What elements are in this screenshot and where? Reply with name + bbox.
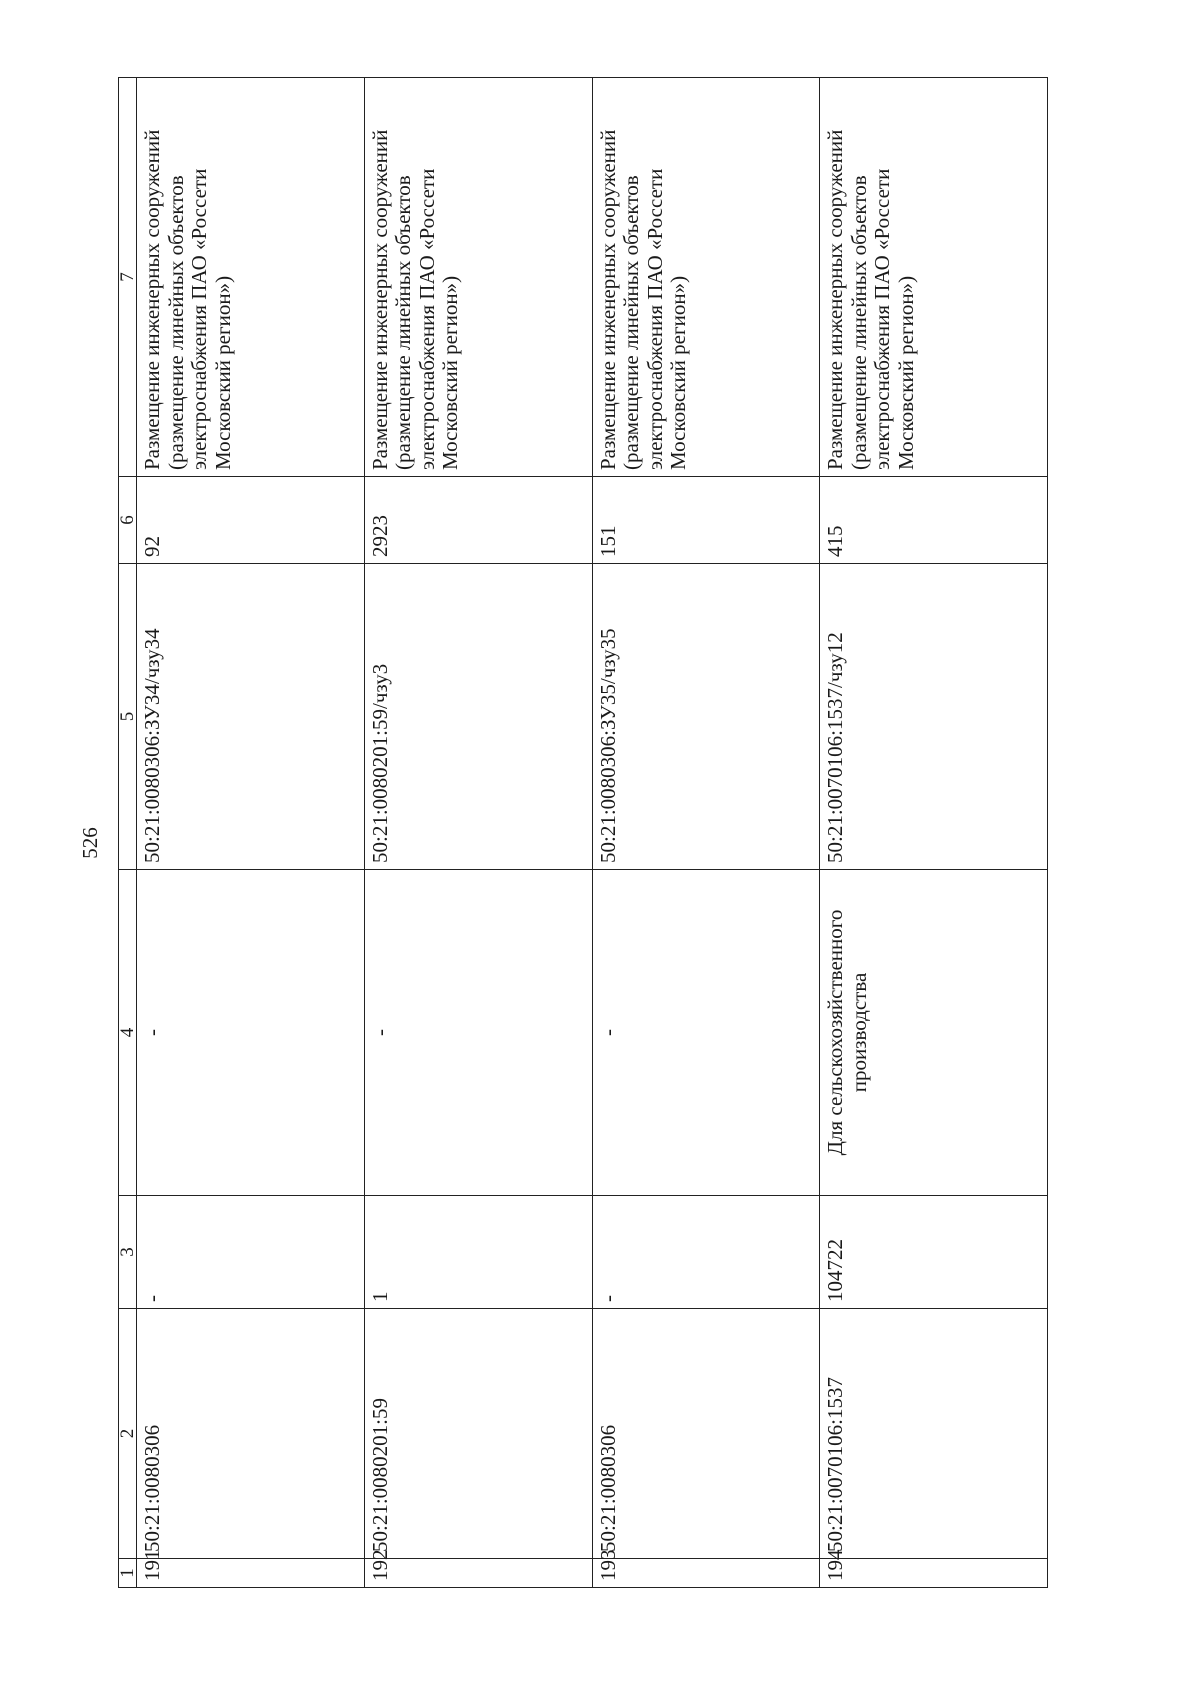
table-row <box>364 78 592 1588</box>
permitted-use: - <box>364 870 592 1196</box>
land-plot-table <box>118 77 1048 1588</box>
permitted-use-text: Для сельскохозяйственного производства <box>823 909 871 1156</box>
purpose: Размещение инженерных сооружений (размещение линейных объектов электроснабжения ПАО «Россети Московский регион») <box>820 78 1048 477</box>
header-col-4: 4 <box>119 870 137 1196</box>
permitted-use <box>820 870 1048 1196</box>
header-col-7: 7 <box>119 78 137 477</box>
row-number: 192 <box>364 1559 592 1588</box>
purpose: Размещение инженерных сооружений (размещение линейных объектов электроснабжения ПАО «Россети Московский регион») <box>592 78 820 477</box>
header-row <box>119 78 137 1588</box>
table-row <box>820 78 1048 1588</box>
area-value: - <box>137 1196 365 1309</box>
part-area: 92 <box>137 477 365 564</box>
cadastral-quarter: 50:21:0070106:1537 <box>820 1309 1048 1559</box>
table-frame <box>118 78 1048 1588</box>
row-number: 191 <box>137 1559 365 1588</box>
table-row <box>137 78 365 1588</box>
header-col-5: 5 <box>119 564 137 870</box>
part-designation: 50:21:0080306:ЗУ35/чзу35 <box>592 564 820 870</box>
row-number: 194 <box>820 1559 1048 1588</box>
area-value: - <box>592 1196 820 1309</box>
permitted-use: - <box>592 870 820 1196</box>
part-designation: 50:21:0080306:ЗУ34/чзу34 <box>137 564 365 870</box>
cadastral-quarter: 50:21:0080201:59 <box>364 1309 592 1559</box>
part-designation: 50:21:0080201:59/чзу3 <box>364 564 592 870</box>
purpose: Размещение инженерных сооружений (размещение линейных объектов электроснабжения ПАО «Россети Московский регион») <box>137 78 365 477</box>
row-number: 193 <box>592 1559 820 1588</box>
header-col-3: 3 <box>119 1196 137 1309</box>
area-value: 1 <box>364 1196 592 1309</box>
table-row <box>592 78 820 1588</box>
cadastral-quarter: 50:21:0080306 <box>137 1309 365 1559</box>
area-value: 104722 <box>820 1196 1048 1309</box>
part-designation: 50:21:0070106:1537/чзу12 <box>820 564 1048 870</box>
header-col-1: 1 <box>119 1559 137 1588</box>
header-col-6: 6 <box>119 477 137 564</box>
cadastral-quarter: 50:21:0080306 <box>592 1309 820 1559</box>
permitted-use: - <box>137 870 365 1196</box>
header-col-2: 2 <box>119 1309 137 1559</box>
part-area: 415 <box>820 477 1048 564</box>
purpose: Размещение инженерных сооружений (размещение линейных объектов электроснабжения ПАО «Россети Московский регион») <box>364 78 592 477</box>
part-area: 2923 <box>364 477 592 564</box>
part-area: 151 <box>592 477 820 564</box>
page-number: 526 <box>78 827 102 859</box>
rotated-table-container <box>118 78 1048 1588</box>
